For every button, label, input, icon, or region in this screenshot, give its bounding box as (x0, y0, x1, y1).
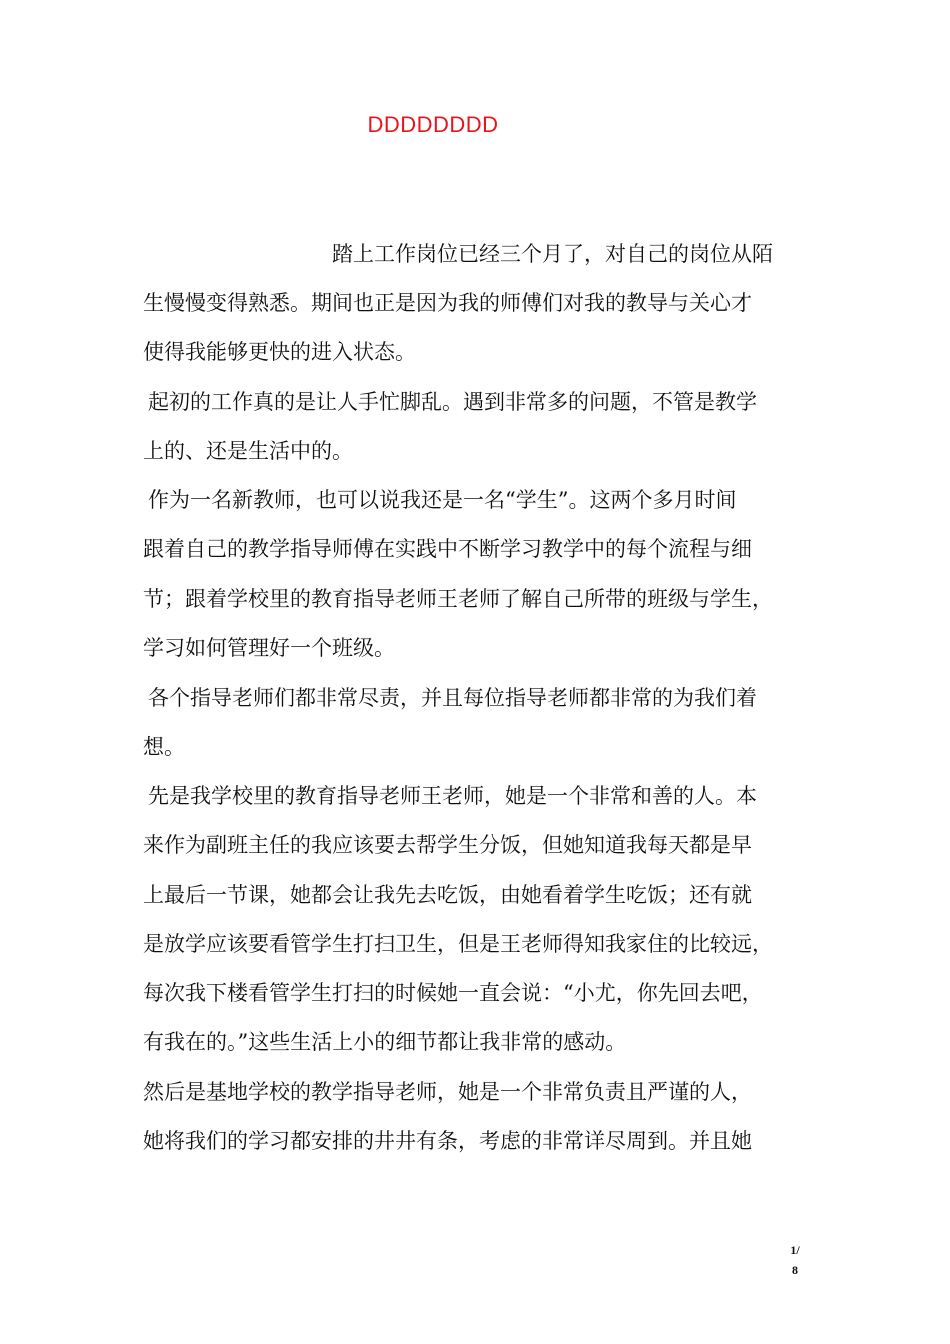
body-line-11: 想。 (143, 735, 185, 759)
body-line-18: 然后是基地学校的教学指导老师，她是一个非常负责且严谨的人， (143, 1080, 752, 1104)
body-line-7: 跟着自己的教学指导师傅在实践中不断学习教学中的每个流程与细 (143, 537, 752, 561)
body-line-6: 作为一名新教师，也可以说我还是一名“学生”。这两个多月时间 (148, 488, 737, 512)
body-line-3: 使得我能够更快的进入状态。 (143, 340, 416, 364)
body-line-17: 有我在的。”这些生活上小的细节都让我非常的感动。 (143, 1030, 627, 1054)
body-line-13: 来作为副班主任的我应该要去帮学生分饭，但她知道我每天都是早 (143, 833, 752, 857)
body-line-15: 是放学应该要看管学生打扫卫生，但是王老师得知我家住的比较远， (143, 932, 773, 956)
body-line-8: 节；跟着学校里的教育指导老师王老师了解自己所带的班级与学生， (143, 587, 773, 611)
body-line-1: 踏上工作岗位已经三个月了，对自己的岗位从陌 (332, 242, 773, 266)
page-number-current: 1/ (790, 1243, 800, 1257)
body-line-12: 先是我学校里的教育指导老师王老师，她是一个非常和善的人。本 (148, 784, 757, 808)
body-line-5: 上的、还是生活中的。 (143, 439, 353, 463)
body-line-19: 她将我们的学习都安排的井井有条，考虑的非常详尽周到。并且她 (143, 1129, 752, 1153)
body-line-9: 学习如何管理好一个班级。 (143, 636, 395, 660)
page-number (783, 1240, 807, 1280)
document-title: DDDDDDDD (367, 112, 499, 137)
body-line-10: 各个指导老师们都非常尽责，并且每位指导老师都非常的为我们着 (148, 686, 757, 710)
page-number-total: 8 (792, 1263, 798, 1277)
body-line-2: 生慢慢变得熟悉。期间也正是因为我的师傅们对我的教导与关心才 (143, 291, 752, 315)
body-line-4: 起初的工作真的是让人手忙脚乱。遇到非常多的问题，不管是教学 (148, 390, 757, 414)
body-line-16: 每次我下楼看管学生打扫的时候她一直会说：“小尤，你先回去吧， (143, 981, 763, 1005)
body-line-14: 上最后一节课，她都会让我先去吃饭，由她看着学生吃饭；还有就 (143, 883, 752, 907)
